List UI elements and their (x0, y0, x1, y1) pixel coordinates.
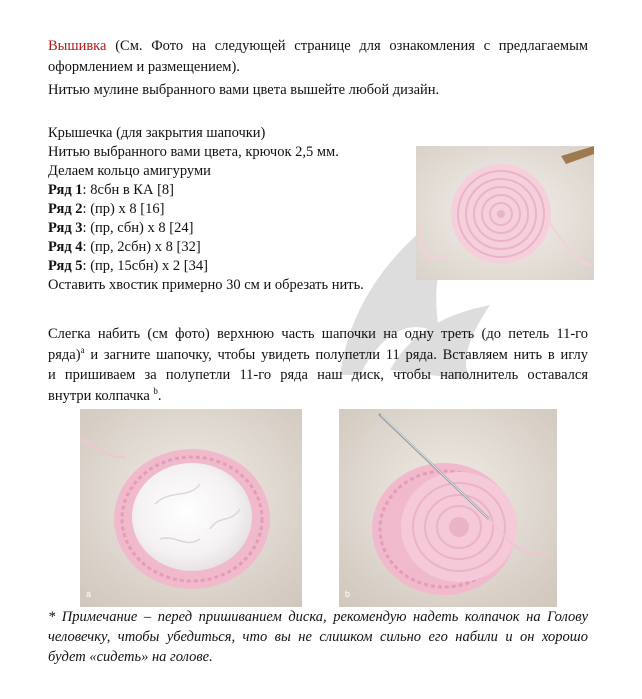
lid-row-1: Ряд 1: 8сбн в КА [8] (48, 182, 174, 198)
photo-b-sewing-disk (339, 409, 557, 607)
photo-a-stuffed-hat (80, 409, 302, 607)
footnote-line3-block (48, 647, 588, 667)
lid-ring: Делаем кольцо амигуруми (48, 163, 211, 179)
stuffing-paragraph (48, 324, 588, 386)
photo-a-caption: a (86, 589, 92, 599)
lid-tail: Оставить хвостик примерно 30 см и обрезать нить. (48, 277, 364, 293)
lid-row-3: Ряд 3: (пр, сбн) х 8 [24] (48, 220, 194, 236)
lid-section (48, 124, 408, 295)
embroidery-line3: Нитью мулине выбранного вами цвета вышейте любой дизайн. (48, 82, 440, 98)
embroidery-paragraph (48, 36, 588, 57)
embroidery-line1: (См. Фото на следующей странице для ознакомления с предлагаемым (106, 38, 588, 54)
footnote (48, 607, 588, 647)
lid-row-4: Ряд 4: (пр, 2сбн) х 8 [32] (48, 239, 201, 255)
stuffing-line2: ряда)$^a$ и загните шапочку, чтобы увидеть полупетли 11 ряда. Вставляем нить в иглу (48, 344, 588, 363)
footnote-line2: человечку, чтобы убедиться, что вы не слишком сильно его набили и он хорошо (48, 629, 588, 645)
stuffing-line4: внутри колпачка $^b$. (48, 385, 162, 404)
lid-thread: Нитью выбранного вами цвета, крючок 2,5 мм. (48, 144, 339, 160)
stuffing-line4-block (48, 386, 588, 407)
lid-row-2: Ряд 2: (пр) х 8 [16] (48, 201, 165, 217)
embroidery-line2: оформлением и размещением). (48, 59, 240, 75)
stuffing-line3: и пришиваем за полупетли 11-го ряда наш диск, чтобы наполнитель оставался (48, 367, 588, 383)
stuffing-line1: Слегка набить (см фото) верхнюю часть шапочки на одну треть (до петель 11-го (48, 326, 588, 342)
embroidery-line2-block (48, 57, 588, 78)
footnote-line3: будет «сидеть» на голове. (48, 649, 213, 665)
lid-row-5: Ряд 5: (пр, 15сбн) х 2 [34] (48, 258, 208, 274)
lid-heading: Крышечка (для закрытия шапочки) (48, 125, 266, 141)
embroidery-title: Вышивка (48, 38, 107, 54)
embroidery-line3-block (48, 81, 588, 100)
footnote-line1: * Примечание – перед пришиванием диска, рекомендую надеть колпачок на Голову (48, 609, 588, 625)
lid-disk-photo (416, 146, 594, 280)
photo-b-caption: b (345, 589, 351, 599)
